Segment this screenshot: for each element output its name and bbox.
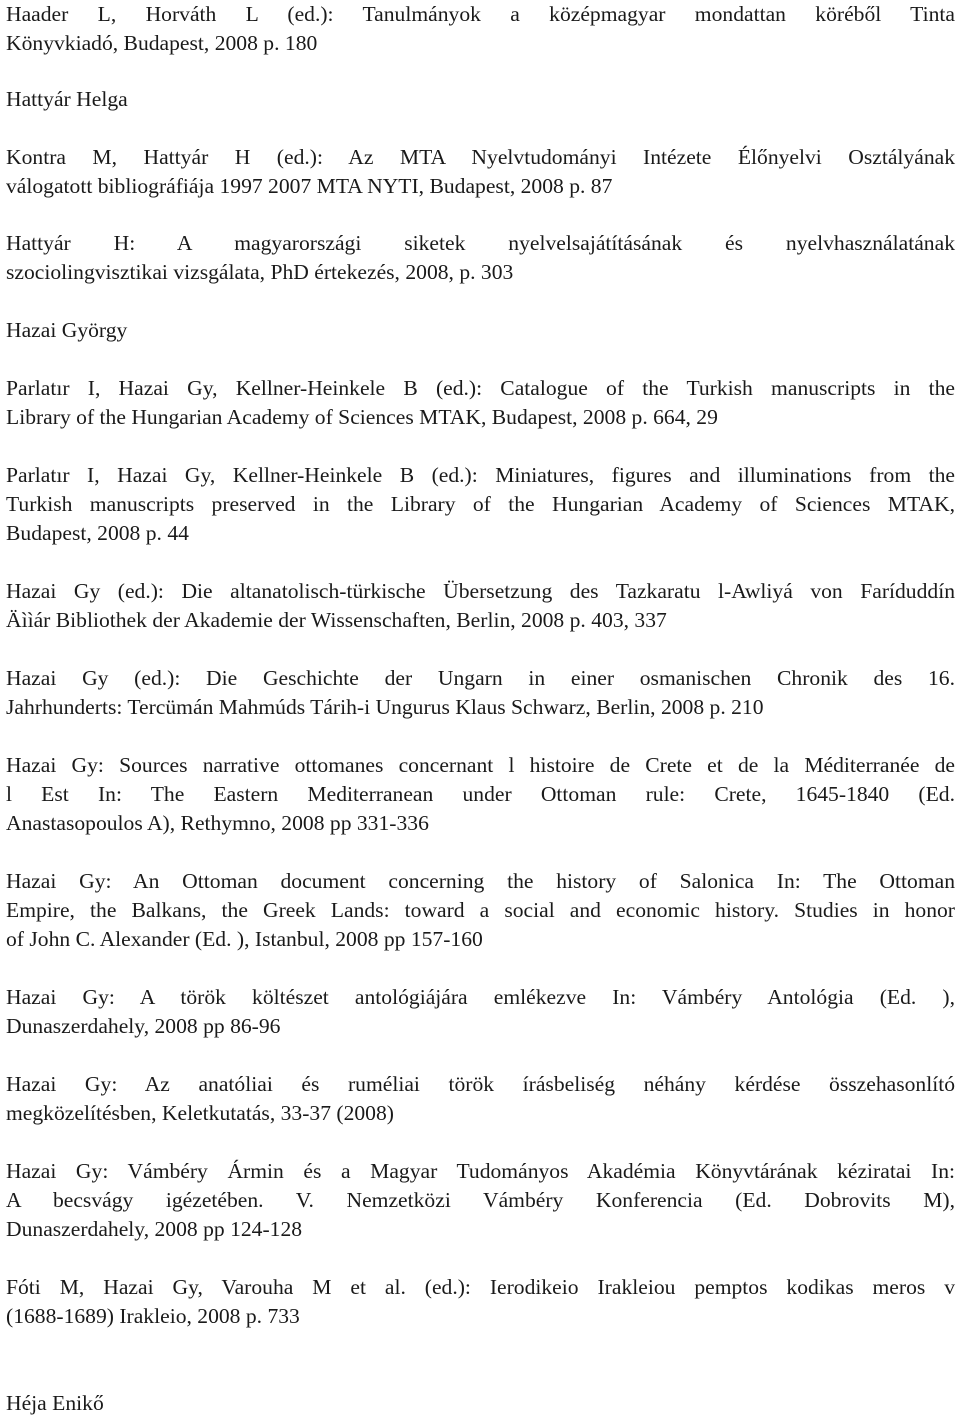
bibliography-entry: [6, 0, 955, 58]
entry-line: Hazai Gy: Az anatóliai és ruméliai török írásbeliség néhány kérdése összehasonlító: [6, 1072, 955, 1096]
bibliography-entry: [6, 461, 955, 548]
entry-line: Dunaszerdahely, 2008 pp 124-128: [6, 1217, 303, 1241]
entry-line: Könyvkiadó, Budapest, 2008 p. 180: [6, 31, 318, 55]
entry-line: Hattyár H: A magyarországi siketek nyelvelsajátításának és nyelvhasználatának: [6, 231, 955, 255]
author-heading: [6, 85, 955, 114]
entry-line: Budapest, 2008 p. 44: [6, 521, 189, 545]
entry-line: Äììár Bibliothek der Akademie der Wissenschaften, Berlin, 2008 p. 403, 337: [6, 608, 667, 632]
entry-line: Library of the Hungarian Academy of Sciences MTAK, Budapest, 2008 p. 664, 29: [6, 405, 718, 429]
entry-line: l Est In: The Eastern Mediterranean under Ottoman rule: Crete, 1645-1840 (Ed.: [6, 782, 955, 806]
entry-line: Hazai Gy (ed.): Die altanatolisch-türkische Übersetzung des Tazkaratu l-Awliyá von Faríduddín: [6, 579, 955, 603]
entry-line: Haader L, Horváth L (ed.): Tanulmányok a középmagyar mondattan köréből Tinta: [6, 2, 955, 26]
bibliography-entry: [6, 143, 955, 201]
entry-line: megközelítésben, Keletkutatás, 33-37 (2008): [6, 1101, 394, 1125]
bibliography-entry: [6, 983, 955, 1041]
entry-line: Hazai Gy: A török költészet antológiájára emlékezve In: Vámbéry Antológia (Ed. ),: [6, 985, 955, 1009]
entry-line: Hazai Gy (ed.): Die Geschichte der Ungarn in einer osmanischen Chronik des 16.: [6, 666, 955, 690]
author-name: Héja Enikő: [6, 1391, 104, 1415]
entry-line: Hazai Gy: Sources narrative ottomanes concernant l histoire de Crete et de la Méditerranée de: [6, 753, 955, 777]
entry-line: (1688-1689) Irakleio, 2008 p. 733: [6, 1304, 300, 1328]
bibliography-entry: [6, 1273, 955, 1331]
author-name: Hattyár Helga: [6, 87, 128, 111]
entry-line: A becsvágy igézetében. V. Nemzetközi Vámbéry Konferencia (Ed. Dobrovits M),: [6, 1188, 955, 1212]
author-heading: [6, 316, 955, 345]
bibliography-entry: [6, 577, 955, 635]
bibliography-entry: [6, 374, 955, 432]
entry-line: Turkish manuscripts preserved in the Library of the Hungarian Academy of Sciences MTAK,: [6, 492, 955, 516]
bibliography-entry: [6, 664, 955, 722]
entry-line: Empire, the Balkans, the Greek Lands: toward a social and economic history. Studies in honor: [6, 898, 955, 922]
bibliography-entry: [6, 1070, 955, 1128]
bibliography-entry: [6, 1157, 955, 1244]
entry-line: válogatott bibliográfiája 1997 2007 MTA NYTI, Budapest, 2008 p. 87: [6, 174, 613, 198]
entry-line: Fóti M, Hazai Gy, Varouha M et al. (ed.): Ierodikeio Irakleiou pemptos kodikas meros v: [6, 1275, 955, 1299]
bibliography-entry: [6, 229, 955, 287]
entry-line: Hazai Gy: Vámbéry Ármin és a Magyar Tudományos Akadémia Könyvtárának kéziratai In:: [6, 1159, 955, 1183]
entry-line: Dunaszerdahely, 2008 pp 86-96: [6, 1014, 281, 1038]
bibliography-entry: [6, 751, 955, 838]
entry-line: Parlatır I, Hazai Gy, Kellner-Heinkele B (ed.): Catalogue of the Turkish manuscripts in the: [6, 376, 955, 400]
entry-line: of John C. Alexander (Ed. ), Istanbul, 2008 pp 157-160: [6, 927, 483, 951]
entry-line: Anastasopoulos A), Rethymno, 2008 pp 331-336: [6, 811, 429, 835]
entry-line: szociolingvisztikai vizsgálata, PhD értekezés, 2008, p. 303: [6, 260, 514, 284]
entry-line: Hazai Gy: An Ottoman document concerning the history of Salonica In: The Ottoman: [6, 869, 955, 893]
bibliography-entry: [6, 867, 955, 954]
entry-line: Kontra M, Hattyár H (ed.): Az MTA Nyelvtudományi Intézete Élőnyelvi Osztályának: [6, 145, 955, 169]
entry-line: Parlatır I, Hazai Gy, Kellner-Heinkele B (ed.): Miniatures, figures and illuminations from the: [6, 463, 955, 487]
author-heading: [6, 1389, 955, 1418]
author-name: Hazai György: [6, 318, 128, 342]
entry-line: Jahrhunderts: Tercümán Mahmúds Tárih-i Ungurus Klaus Schwarz, Berlin, 2008 p. 210: [6, 695, 764, 719]
